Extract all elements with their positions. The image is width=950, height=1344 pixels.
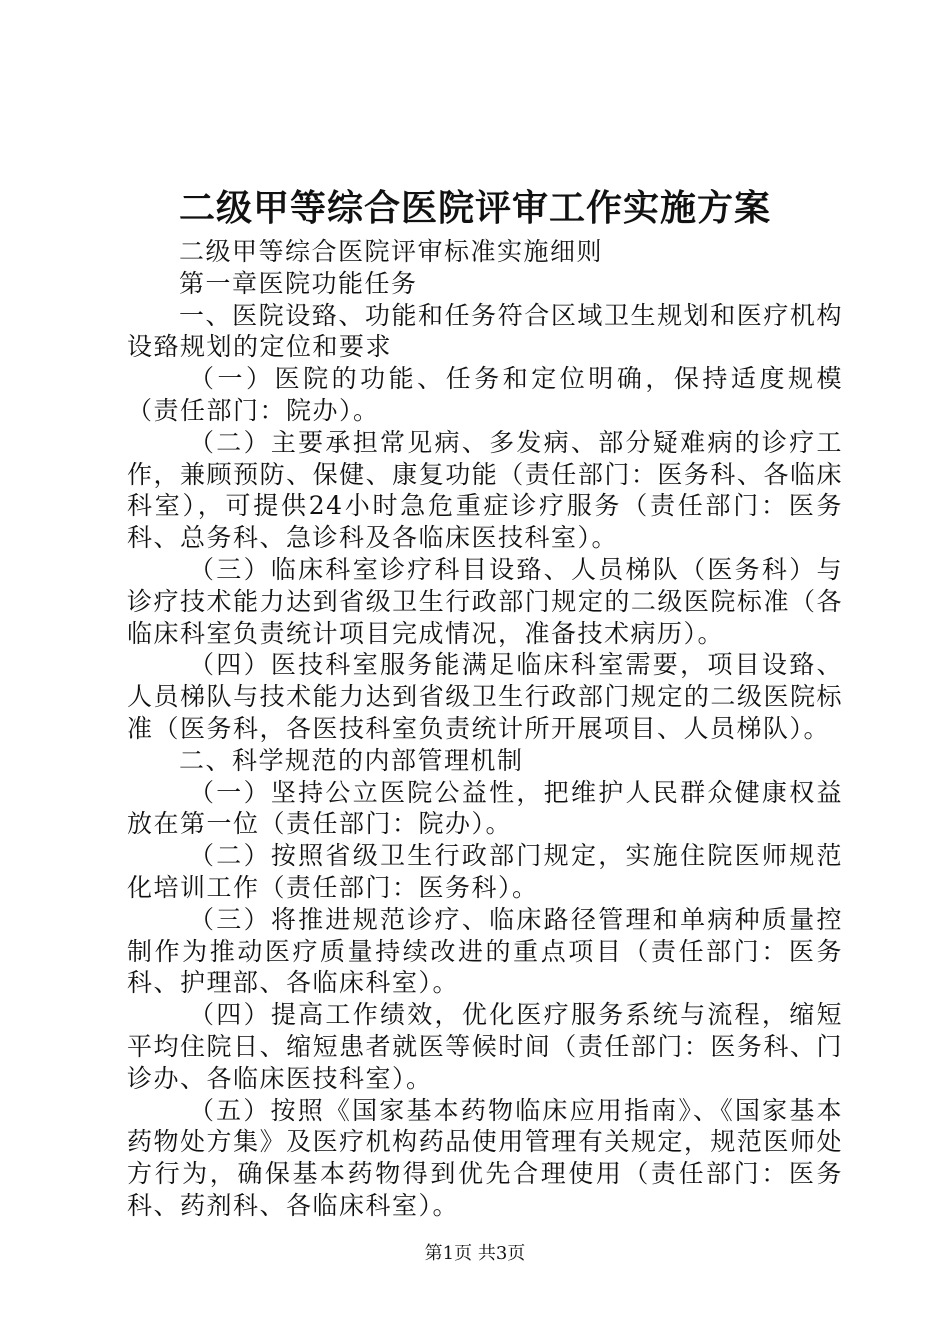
- body-paragraph: （五）按照《国家基本药物临床应用指南》、《国家基本药物处方集》及医疗机构药品使用管理有关规定，规范医师处方行为，确保基本药物得到优先合理使用（责任部门：医务科、药剂科、各临床科室）。: [127, 1095, 843, 1220]
- section-heading: 一、医院设臵、功能和任务符合区域卫生规划和医疗机构设臵规划的定位和要求: [127, 300, 843, 362]
- subtitle-paragraph: 二级甲等综合医院评审标准实施细则: [179, 237, 604, 266]
- page-footer: 第1页 共3页: [424, 1243, 526, 1264]
- body-paragraph: （二）主要承担常见病、多发病、部分疑难病的诊疗工作，兼顾预防、保健、康复功能（责任部门：医务科、各临床科室），可提供24小时急危重症诊疗服务（责任部门：医务科、总务科、急诊科及各临床医技科室）。: [127, 427, 843, 553]
- section-heading: 二、科学规范的内部管理机制: [179, 745, 524, 775]
- chapter-heading: 第一章医院功能任务: [179, 268, 418, 298]
- document-title: 二级甲等综合医院评审工作实施方案: [178, 187, 771, 229]
- body-paragraph: （四）提高工作绩效，优化医疗服务系统与流程，缩短平均住院日、缩短患者就医等候时间（责任部门：医务科、门诊办、各临床医技科室）。: [127, 1000, 843, 1093]
- body-paragraph: （一）坚持公立医院公益性，把维护人民群众健康权益放在第一位（责任部门：院办）。: [127, 777, 843, 839]
- body-paragraph: （一）医院的功能、任务和定位明确，保持适度规模（责任部门：院办）。: [127, 364, 843, 425]
- body-paragraph: （三）将推进规范诊疗、临床路径管理和单病种质量控制作为推动医疗质量持续改进的重点项目（责任部门：医务科、护理部、各临床科室）。: [127, 904, 843, 998]
- document-body: [127, 236, 843, 1222]
- body-paragraph: （二）按照省级卫生行政部门规定，实施住院医师规范化培训工作（责任部门：医务科）。: [127, 841, 843, 902]
- body-paragraph: （四）医技科室服务能满足临床科室需要，项目设臵、人员梯队与技术能力达到省级卫生行政部门规定的二级医院标准（医务科，各医技科室负责统计所开展项目、人员梯队）。: [127, 650, 843, 743]
- body-paragraph: （三）临床科室诊疗科目设臵、人员梯队（医务科）与诊疗技术能力达到省级卫生行政部门规定的二级医院标准（各临床科室负责统计项目完成情况，准备技术病历）。: [127, 554, 843, 648]
